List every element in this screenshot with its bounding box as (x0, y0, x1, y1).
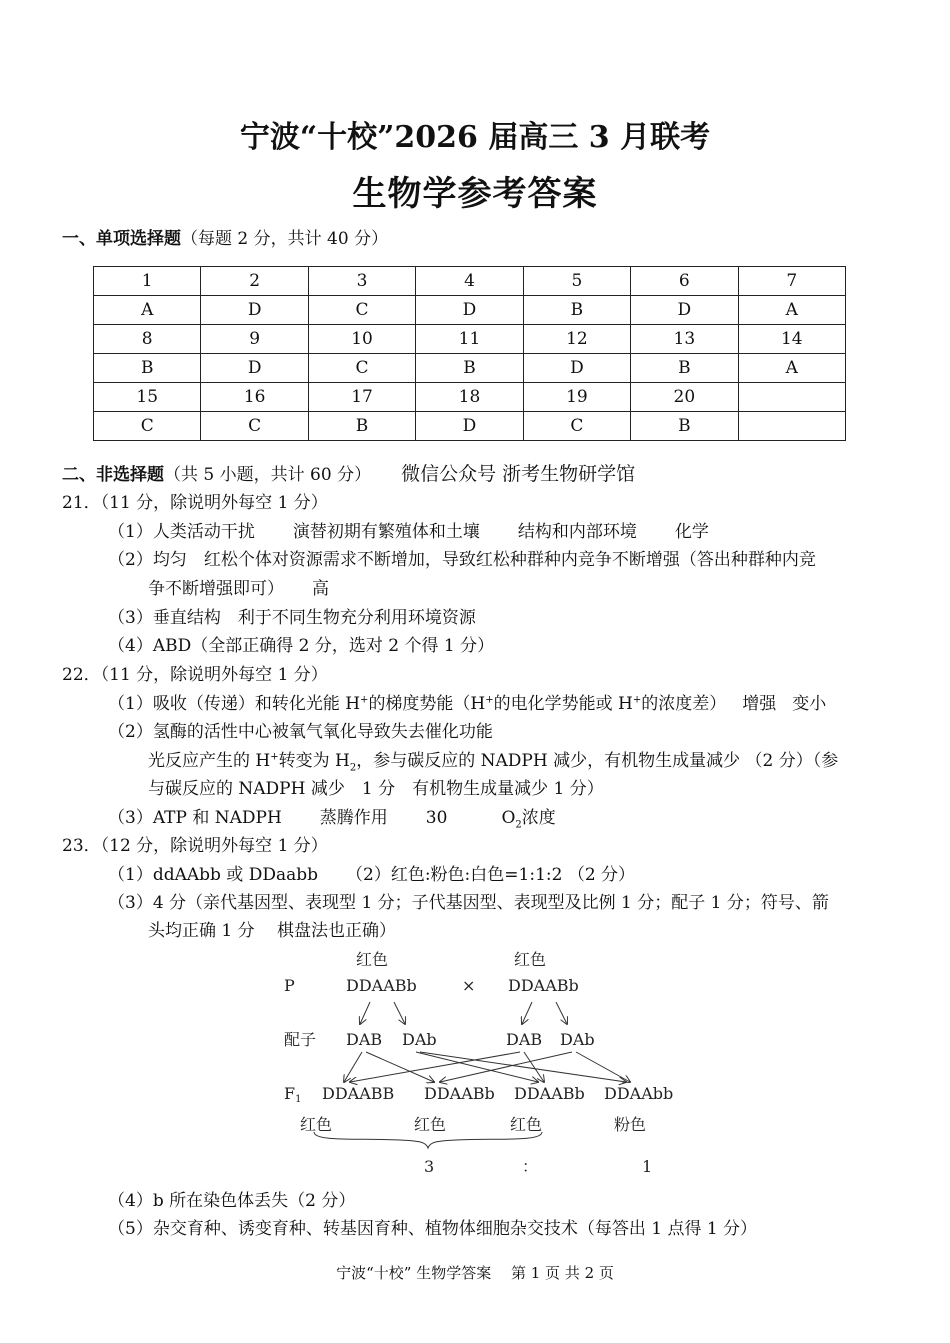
answer-text: 化学 (674, 522, 709, 542)
q22-answer-1 (108, 689, 826, 714)
table-cell: B (631, 412, 738, 441)
q21-heading: 21．（11 分，除说明外每空 1 分） (62, 493, 328, 513)
gamete: DAB (346, 1030, 383, 1049)
q21-answer-3: （3）垂直结构 利于不同生物充分利用环境资源 (108, 608, 476, 628)
gamete: DAb (560, 1030, 595, 1049)
table-cell: 2 (201, 267, 308, 296)
answer-text: 结构和内部环境 (517, 522, 637, 542)
page-footer: 宁波“十校” 生物学答案 第 1 页 共 2 页 (336, 1264, 614, 1282)
table-cell: B (631, 354, 738, 383)
wechat-watermark: 微信公众号 浙考生物研学馆 (401, 463, 636, 485)
table-cell: 20 (631, 383, 738, 412)
gamete: DAb (402, 1030, 437, 1049)
subscript: 2 (349, 762, 357, 774)
table-cell: D (201, 354, 308, 383)
answer-text: 光反应产生的 H (148, 751, 271, 771)
superscript: + (485, 694, 494, 706)
section1-title: 一、单项选择题 (62, 229, 181, 249)
answer-text: 浓度 (521, 808, 556, 828)
answer-table (93, 266, 846, 441)
table-cell: A (738, 354, 845, 383)
arrow (524, 1052, 544, 1082)
answer-text: 蒸腾作用 (319, 808, 388, 828)
answer-text: 增强 (742, 694, 777, 714)
answer-text: 的电化学势能或 H (493, 694, 633, 714)
q22-heading: 22．（11 分，除说明外每空 1 分） (62, 665, 328, 685)
table-cell: 18 (416, 383, 523, 412)
subscript: 2 (515, 819, 522, 831)
superscript: + (360, 694, 369, 706)
gamete: DAB (506, 1030, 543, 1049)
arrow (576, 1052, 630, 1082)
table-cell: B (416, 354, 523, 383)
table-cell: 11 (416, 325, 523, 354)
answer-text: （1）ddAAbb 或 DDaabb (108, 865, 319, 885)
arrow (522, 1002, 532, 1024)
q21-answer-2-cont (148, 574, 329, 599)
table-cell: C (308, 296, 415, 325)
table-cell: D (416, 296, 523, 325)
table-cell: 13 (631, 325, 738, 354)
page-title: 宁波“十校”2026 届高三 3 月联考 (239, 120, 711, 155)
arrow (360, 1002, 370, 1024)
table-cell (738, 412, 845, 441)
answer-text: 变小 (792, 694, 827, 714)
table-cell: 4 (416, 267, 523, 296)
table-cell: C (523, 412, 630, 441)
parent2-phenotype: 红色 (514, 950, 547, 969)
table-row (94, 267, 846, 296)
offspring-genotype: DDAAbb (604, 1084, 674, 1103)
section1-note: （每题 2 分，共计 40 分） (181, 229, 389, 249)
table-cell: 5 (523, 267, 630, 296)
f1-subscript: 1 (295, 1094, 302, 1105)
q23-answer-4: （4）b 所在染色体丢失（2 分） (108, 1191, 356, 1211)
gamete-label: 配子 (284, 1030, 317, 1049)
answer-text: （1）吸收（传递）和转化光能 H (108, 694, 361, 714)
superscript: + (632, 694, 642, 706)
q22-answer-2-line2 (148, 746, 838, 773)
table-cell: 9 (201, 325, 308, 354)
superscript: + (270, 751, 279, 763)
table-cell: 3 (308, 267, 415, 296)
f1-letter: F (284, 1084, 296, 1103)
table-cell: 14 (738, 325, 845, 354)
q22-answer-2-line3: 与碳反应的 NADPH 减少 1 分 有机物生成量减少 1 分） (148, 779, 604, 799)
genetic-cross-diagram (270, 942, 690, 1182)
answer-text: 转变为 H (278, 751, 350, 771)
table-cell: D (201, 296, 308, 325)
answer-text: 争不断增强即可） (148, 579, 284, 599)
table-cell: A (738, 296, 845, 325)
table-cell: 6 (631, 267, 738, 296)
offspring-phenotype: 粉色 (614, 1115, 647, 1134)
brace-icon (314, 1132, 542, 1148)
arrow (440, 1052, 572, 1082)
section1-heading (62, 224, 388, 249)
answer-text: （3）ATP 和 NADPH (108, 808, 282, 828)
table-row (94, 383, 846, 412)
answer-text: 高 (312, 579, 329, 599)
q21-answer-2: （2）均匀 红松个体对资源需求不断增加，导致红松种群种内竞争不断增强（答出种群种内竞 (108, 550, 816, 570)
table-row (94, 325, 846, 354)
table-cell: 16 (201, 383, 308, 412)
p-label: P (284, 976, 295, 995)
table-cell: 1 (94, 267, 201, 296)
q23-answer-3: （3）4 分（亲代基因型、表现型 1 分；子代基因型、表现型及比例 1 分；配子 1 分；符号、箭 (108, 893, 829, 913)
section2-note: （共 5 小题，共计 60 分） (164, 465, 372, 485)
table-cell: C (94, 412, 201, 441)
answer-text: O (501, 808, 516, 828)
q22-answer-2: （2）氢酶的活性中心被氧气氧化导致失去催化功能 (108, 722, 493, 742)
q23-answer-3-cont: 头均正确 1 分 棋盘法也正确） (148, 921, 397, 941)
offspring-phenotype: 红色 (510, 1115, 543, 1134)
table-cell: 12 (523, 325, 630, 354)
table-cell: D (416, 412, 523, 441)
answer-text: 演替初期有繁殖体和土壤 (292, 522, 480, 542)
table-row (94, 354, 846, 383)
table-cell: A (94, 296, 201, 325)
cross-symbol: × (462, 976, 476, 995)
arrow (344, 1052, 362, 1082)
q21-answer-1 (108, 517, 709, 542)
arrow (394, 1002, 405, 1024)
answer-text: ，参与碳反应的 NADPH 减少，有机物生成量减少 （2 分）（参 (356, 751, 839, 771)
table-cell: 19 (523, 383, 630, 412)
f1-label (284, 1084, 301, 1105)
parent2-genotype: DDAABb (508, 976, 579, 995)
answer-text: 的浓度差） (641, 694, 727, 714)
table-cell: 15 (94, 383, 201, 412)
parent1-phenotype: 红色 (356, 950, 389, 969)
offspring-phenotype: 红色 (414, 1115, 447, 1134)
table-cell: 7 (738, 267, 845, 296)
ratio-right: 1 (642, 1157, 653, 1176)
table-cell: 8 (94, 325, 201, 354)
offspring-genotype: DDAABb (424, 1084, 495, 1103)
q22-answer-3 (108, 803, 556, 830)
arrow (420, 1052, 626, 1082)
offspring-genotype: DDAABB (322, 1084, 395, 1103)
table-cell: C (201, 412, 308, 441)
table-cell: 10 (308, 325, 415, 354)
arrow (556, 1002, 567, 1024)
table-cell: D (631, 296, 738, 325)
table-cell: B (308, 412, 415, 441)
answer-text: （2）红色:粉色:白色=1:1:2 （2 分） (346, 865, 636, 885)
table-cell: C (308, 354, 415, 383)
section2-title: 二、非选择题 (62, 465, 164, 485)
q21-answer-4: （4）ABD（全部正确得 2 分，选对 2 个得 1 分） (108, 636, 495, 656)
offspring-phenotype: 红色 (300, 1115, 333, 1134)
q23-answer-1-2 (108, 860, 635, 885)
answer-text: 30 (425, 808, 448, 828)
table-row (94, 412, 846, 441)
q23-heading: 23．（12 分，除说明外每空 1 分） (62, 836, 328, 856)
table-cell: 17 (308, 383, 415, 412)
table-cell: D (523, 354, 630, 383)
q23-answer-5: （5）杂交育种、诱变育种、转基因育种、植物体细胞杂交技术（每答出 1 点得 1 分） (108, 1219, 758, 1239)
table-cell (738, 383, 845, 412)
ratio-colon: ： (522, 1157, 539, 1176)
table-cell: B (94, 354, 201, 383)
table-row (94, 296, 846, 325)
section2-heading (62, 459, 635, 486)
answer-text: 的梯度势能（H (368, 694, 486, 714)
answer-text: （1）人类活动干扰 (108, 522, 255, 542)
page-subtitle: 生物学参考答案 (352, 174, 598, 214)
table-cell: B (523, 296, 630, 325)
offspring-genotype: DDAABb (514, 1084, 585, 1103)
ratio-left: 3 (424, 1157, 435, 1176)
parent1-genotype: DDAABb (346, 976, 417, 995)
